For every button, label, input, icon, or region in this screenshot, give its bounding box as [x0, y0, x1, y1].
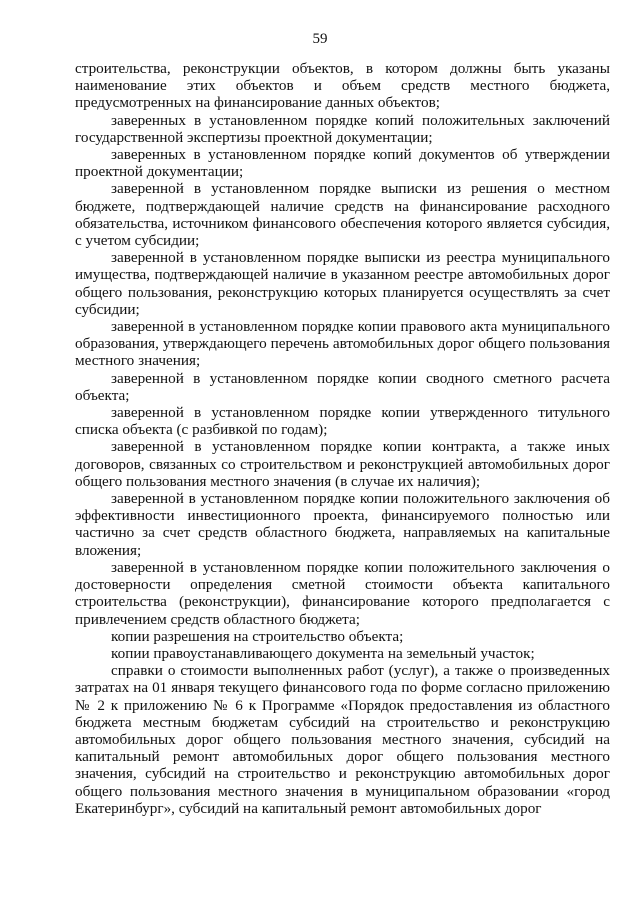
paragraph: заверенных в установленном порядке копий документов об утверждении проектной документации;: [75, 146, 610, 181]
page-number: 59: [312, 31, 328, 47]
paragraph: заверенной в установленном порядке копии утвержденного титульного списка объекта (с разбивкой по годам);: [75, 404, 610, 439]
paragraph: строительства, реконструкции объектов, в котором должны быть указаны наименование этих объектов и объем средств местного бюджета, предусмотренных на финансирование данных объектов;: [75, 60, 610, 112]
paragraph: заверенной в установленном порядке копии положительного заключения об эффективности инвестиционного проекта, финансируемого полностью или частично за счет средств областного бюджета, направляемых на капитальные вложения;: [75, 490, 610, 559]
paragraph: заверенной в установленном порядке копии положительного заключения о достоверности определения сметной стоимости объекта капитального строительства (реконструкции), финансирование которого предполагается с привлечением средств областного бюджета;: [75, 558, 610, 628]
paragraph: заверенной в установленном порядке выписки из реестра муниципального имущества, подтверждающей наличие в указанном реестре автомобильных дорог общего пользования, реконструкцию которых планируется осуществлять за счет субсидии;: [75, 249, 610, 318]
paragraph: заверенной в установленном порядке выписки из решения о местном бюджете, подтверждающей наличие средств на финансирование расходного обязательства, источником финансового обеспечения которого является субсидия, с учетом субсидии;: [75, 180, 610, 250]
paragraph: заверенной в установленном порядке копии сводного сметного расчета объекта;: [75, 369, 610, 404]
paragraph: копии разрешения на строительство объекта;: [111, 627, 404, 645]
document-body: [75, 60, 610, 817]
paragraph: копии правоустанавливающего документа на земельный участок;: [111, 644, 535, 662]
paragraph: заверенной в установленном порядке копии контракта, а также иных договоров, связанных со строительством и реконструкцией автомобильных дорог общего пользования местного значения (в случае их наличия);: [75, 438, 610, 490]
paragraph: заверенной в установленном порядке копии правового акта муниципального образования, утверждающего перечень автомобильных дорог общего пользования местного значения;: [75, 318, 610, 370]
paragraph: заверенных в установленном порядке копий положительных заключений государственной экспертизы проектной документации;: [75, 111, 610, 146]
paragraph: справки о стоимости выполненных работ (услуг), а также о произведенных затратах на 01 января текущего финансового года по форме согласно приложению № 2 к приложению № 6 к Программе «Порядок предоставления из областного бюджета местным бюджетам субсидий на строительство и реконструкцию автомобильных дорог общего пользования местного значения, субсидий на капитальный ремонт автомобильных дорог общего пользования местного значения, субсидий на строительство и реконструкцию автомобильных дорог общего пользования местного значения в муниципальном образовании «город Екатеринбург», субсидий на капитальный ремонт автомобильных дорог: [75, 662, 610, 817]
